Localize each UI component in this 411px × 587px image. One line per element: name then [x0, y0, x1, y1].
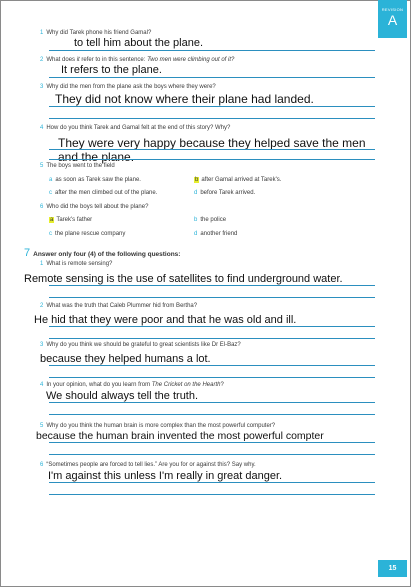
question-7-3: 3 Why do you think we should be grateful to great scientists like Dr El-Baz?	[40, 342, 241, 348]
answer-line	[49, 454, 375, 455]
option-5c: c after the men climbed out of the plane.	[49, 190, 158, 196]
answer-line	[49, 338, 375, 339]
revision-label: REVISION	[381, 7, 404, 12]
answer-line	[49, 50, 375, 51]
answer-7-6: I'm against this unless I'm really in great danger.	[48, 470, 283, 482]
question-6: 6 Who did the boys tell about the plane?	[40, 204, 149, 210]
answer-7-4: We should always tell the truth.	[46, 390, 199, 402]
answer-line	[49, 494, 375, 495]
option-6c: c the plane rescue company	[49, 231, 126, 237]
question-7-6: 6 “Sometimes people are forced to tell lies.” Are you for or against this? Say why.	[40, 462, 256, 468]
section-7-heading: 7 Answer only four (4) of the following questions:	[24, 247, 181, 259]
answer-line	[49, 377, 375, 378]
answer-line	[49, 326, 375, 327]
answer-line	[49, 442, 375, 443]
option-6a-selected: a Tarek's father	[50, 217, 93, 223]
answer-7-3: because they helped humans a lot.	[40, 353, 211, 365]
answer-7-5: because the human brain invented the most powerful compter	[36, 430, 324, 442]
answer-4-line-1: They were very happy because they helped save the men	[58, 136, 366, 150]
option-5b-selected: b after Gamal arrived at Tarek's.	[195, 177, 282, 183]
answer-line	[49, 365, 375, 366]
option-5a: a as soon as Tarek saw the plane.	[49, 177, 141, 183]
answer-3: They did not know where their plane had landed.	[55, 92, 314, 106]
answer-1: to tell him about the plane.	[74, 37, 204, 49]
answer-line	[49, 159, 375, 160]
revision-tab	[378, 0, 407, 38]
answer-line	[49, 118, 375, 119]
answer-7-2: He hid that they were poor and that he was old and ill.	[34, 314, 297, 326]
answer-line	[49, 297, 375, 298]
question-5: 5 The boys went to the field	[40, 163, 115, 169]
question-7-2: 2 What was the truth that Caleb Plummer hid from Bertha?	[40, 303, 198, 309]
question-7-5: 5 Why do you think the human brain is more complex than the most powerful computer?	[40, 423, 276, 429]
answer-line	[49, 77, 375, 78]
answer-2: It refers to the plane.	[61, 64, 162, 76]
page-number: 15	[378, 560, 407, 577]
option-6d: d another friend	[194, 231, 238, 237]
question-7-1: 1 What is remote sensing?	[40, 261, 113, 267]
answer-line	[49, 106, 375, 107]
option-5d: d before Tarek arrived.	[194, 190, 256, 196]
question-4: 4 How do you think Tarek and Gamal felt at the end of this story? Why?	[40, 125, 231, 131]
answer-line	[49, 482, 375, 483]
question-1: 1 Why did Tarek phone his friend Gamal?	[40, 30, 152, 36]
option-6b: b the police	[194, 217, 227, 223]
question-7-4: 4 In your opinion, what do you learn from The Cricket on the Hearth?	[40, 382, 224, 388]
answer-line	[49, 414, 375, 415]
question-2: 2 What does it refer to in this sentence: Two men were climbing out of it?	[40, 57, 235, 63]
answer-line	[49, 285, 375, 286]
question-3: 3 Why did the men from the plane ask the boys where they were?	[40, 84, 216, 90]
answer-4-line-2: and the plane.	[58, 150, 135, 164]
revision-letter: A	[387, 12, 398, 28]
answer-line	[49, 402, 375, 403]
answer-7-1: Remote sensing is the use of satellites to find underground water.	[24, 273, 343, 285]
